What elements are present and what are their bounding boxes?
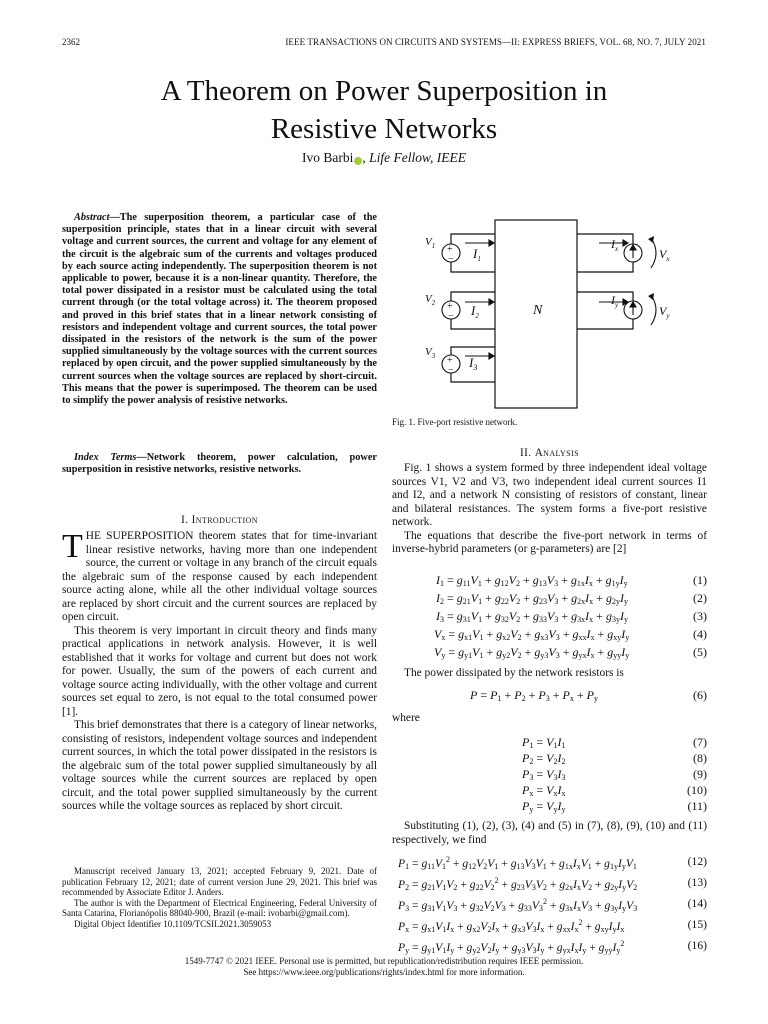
plus-sign: + xyxy=(447,301,453,312)
author-affiliation: Life Fellow, IEEE xyxy=(369,150,466,165)
copyright-footer xyxy=(0,956,768,978)
equation-10: $P_x = V_xI_x$ (10) xyxy=(522,783,707,798)
abstract xyxy=(62,212,377,407)
equation-5: $V_y = g_{y1}V_1 + g_{y2}V_2 + g_{y3}V_3 + g_{yx}I_x + g_{yy}I_y$ (5) xyxy=(434,645,707,660)
footnote-affiliation: The author is with the Department of Electrical Engineering, Federal University of Santa Catarina, Florianópolis 88040-900, Brazil (e-mail: ivobarbi@gmail.com). xyxy=(62,897,377,919)
journal-header: IEEE TRANSACTIONS ON CIRCUITS AND SYSTEMS—II: EXPRESS BRIEFS, VOL. 68, NO. 7, JULY 2021 xyxy=(285,37,706,47)
footnote-doi: Digital Object Identifier 10.1109/TCSII.2021.3059053 xyxy=(74,918,272,929)
paper-title xyxy=(0,72,768,148)
equation-4: $V_x = g_{x1}V_1 + g_{x2}V_2 + g_{x3}V_3 + g_{xx}I_x + g_{xy}I_y$ (4) xyxy=(434,627,707,642)
where-text: where xyxy=(392,712,420,724)
svg-text:I1: $I_1$ xyxy=(473,246,481,263)
page-number: 2362 xyxy=(62,37,80,47)
svg-text:V1: $V_1$ xyxy=(425,236,436,250)
equation-15: $P_x = g_{x1}V_1I_x + g_{x2}V_2I_x + g_{x3}V_3I_x + g_{xx}I_x^2 + g_{xy}I_yI_x$ (15) xyxy=(398,918,707,934)
equation-9: $P_3 = V_3I_3$ (9) xyxy=(522,767,707,782)
section-number: I. xyxy=(181,514,189,526)
equation-3: $I_3 = g_{31}V_1 + g_{32}V_2 + g_{33}V_3 + g_{3x}I_x + g_{3y}I_y$ (3) xyxy=(436,609,707,624)
intro-paragraph-1: THE SUPERPOSITION theorem states that for time-invariant linear resistive networks, having more than one independent source, the current or voltage in any branch of the circuit equals the algebraic sum of the response caused by each independent source acting alone, while all the other individual voltage sources are replaced by short circuit and the current sources are replaced by open circuit. xyxy=(62,528,377,623)
section-heading-introduction xyxy=(62,514,377,526)
equation-16: $P_y = g_{y1}V_1I_y + g_{y2}V_2I_y + g_{y3}V_3I_y + g_{yx}I_xI_y + g_{yy}I_y^2$ (16) xyxy=(398,939,707,955)
equation-12: $P_1 = g_{11}V_1^2 + g_{12}V_2V_1 + g_{13}V_3V_1 + g_{1x}I_xV_1 + g_{1y}I_yV_1$ (12) xyxy=(398,855,707,871)
equation-1: $I_1 = g_{11}V_1 + g_{12}V_2 + g_{13}V_3 + g_{1x}I_x + g_{1y}I_y$ (1) xyxy=(436,573,707,588)
footnote xyxy=(62,866,377,930)
minus-sign: − xyxy=(448,365,454,376)
equation-11: $P_y = V_yI_y$ (11) xyxy=(522,799,707,814)
svg-text:Ix: $I_x$ xyxy=(611,237,619,253)
minus-sign: − xyxy=(448,254,454,265)
index-terms-label: Index Terms xyxy=(74,452,137,463)
svg-text:I2: $I_2$ xyxy=(471,303,479,320)
equation-14: $P_3 = g_{31}V_1V_3 + g_{32}V_2V_3 + g_{33}V_3^2 + g_{3x}I_xV_3 + g_{3y}I_yV_3$ (14) xyxy=(398,897,707,913)
equation-13: $P_2 = g_{21}V_1V_2 + g_{22}V_2^2 + g_{23}V_3V_2 + g_{2x}I_xV_2 + g_{2y}I_yV_2$ (13) xyxy=(398,876,707,892)
abstract-label: Abstract xyxy=(74,212,110,223)
section-heading-analysis xyxy=(392,447,707,459)
svg-text:V2: $V_2$ xyxy=(425,293,436,307)
intro-paragraph-2: This theorem is very important in circuit theory and finds many practical applications in network analysis. However, it is well established that it works for voltage and current but does not work for power. Usually, the sum of the powers of each current and voltage source acting individually, with the other voltage and current sources set equal to zero, is not equal to the total consumed power [1]. xyxy=(62,624,377,718)
section-title: Introduction xyxy=(191,514,258,526)
author-name: Ivo Barbi xyxy=(302,150,354,165)
figure-caption: Fig. 1. Five-port resistive network. xyxy=(392,417,518,427)
section-number: II. xyxy=(520,447,532,459)
five-port-network-figure xyxy=(415,212,705,414)
svg-text:Vx: $V_x$ xyxy=(659,247,670,263)
rights-link-line[interactable]: See https://www.ieee.org/publications/rights/index.html for more information. xyxy=(243,967,525,977)
intro-body xyxy=(62,530,377,814)
abstract-text: —The superposition theorem, a particular case of the superposition principle, states that in a linear circuit with several voltage and current sources, the current and voltage for any element of the circuit is the algebraic sum of the currents and voltages produced by each source acting independently. The superposition theorem is not applicable to power, because it is a non-linear quantity. Therefore, the total power dissipated in a resistor must be calculated using the total current through (or the total voltage across) it. The theorem proposed and proved in this brief states that in a linear network consisting of resistors and independent voltage and current sources, the total power dissipated in the resistors of the network is the sum of the power supplied simultaneously by the voltage sources with the current sources replaced by open circuit, and the power supplied simultaneously by the current sources when the voltage sources are replaced by short-circuit. This means that the power is superimposed. The theorem can be used to simplify the power analysis of resistive networks. xyxy=(62,212,377,407)
analysis-paragraph-1: Fig. 1 shows a system formed by three independent ideal voltage sources V1, V2 and V3, two independent ideal current sources I1 and I2, and a network N consisting of resistors of constant, linear and bilateral resistances. The system forms a five-port resistive network. xyxy=(392,462,707,528)
analysis-body xyxy=(392,462,707,557)
title-line-1: A Theorem on Power Superposition in xyxy=(160,75,608,107)
index-terms xyxy=(62,452,377,476)
svg-text:Iy: $I_y$ xyxy=(611,293,619,309)
svg-text:I3: $I_3$ xyxy=(469,355,478,372)
title-line-2: Resistive Networks xyxy=(270,113,498,145)
analysis-paragraph-2: The equations that describe the five-port network in terms of inverse-hybrid parameters (or g-parameters) are [2] xyxy=(392,529,707,555)
minus-sign: − xyxy=(448,311,454,322)
drop-cap: T xyxy=(62,528,83,565)
author-line: Ivo Barbi , Life Fellow, IEEE xyxy=(302,150,466,165)
copyright-line: 1549-7747 © 2021 IEEE. Personal use is permitted, but republication/redistribution requires IEEE permission. xyxy=(184,956,584,966)
orcid-icon[interactable] xyxy=(354,157,362,165)
equation-8: $P_2 = V_2I_2$ (8) xyxy=(522,751,707,766)
svg-text:V3: $V_3$ xyxy=(425,346,436,360)
plus-sign: + xyxy=(447,355,453,366)
svg-text:Vy: $V_y$ xyxy=(659,304,670,320)
network-label: N xyxy=(533,303,543,318)
equation-6: $P = P_1 + P_2 + P_3 + P_x + P_y$ (6) xyxy=(470,688,707,703)
equation-7: $P_1 = V_1I_1$ (7) xyxy=(522,735,707,750)
section-title: Analysis xyxy=(534,447,579,459)
plus-sign: + xyxy=(447,244,453,255)
intro-paragraph-3: This brief demonstrates that there is a category of linear networks, consisting of resistors, independent voltage sources and independent current sources, in which the total power dissipated in the resistors is the algebraic sum of the total power supplied simultaneously by all voltage sources while the current sources are replaced by open circuit, and the total power supplied simultaneously by the current sources while the voltage sources as replaced by short circuit. xyxy=(62,719,377,812)
index-terms-text: —Network theorem, power calculation, power superposition in resistive networks, resistive networks. xyxy=(62,452,377,476)
equation-2: $I_2 = g_{21}V_1 + g_{22}V_2 + g_{23}V_3 + g_{2x}I_x + g_{2y}I_y$ (2) xyxy=(436,591,707,606)
analysis-substitution-text: Substituting (1), (2), (3), (4) and (5) in (7), (8), (9), (10) and (11) respectively, we find xyxy=(392,820,707,846)
analysis-power-text: The power dissipated by the network resistors is xyxy=(404,667,624,679)
footnote-received: Manuscript received January 13, 2021; accepted February 9, 2021. Date of publication February 12, 2021; date of current version June 29, 2021. This brief was recommended by Associate Editor J. Anders. xyxy=(62,866,377,898)
